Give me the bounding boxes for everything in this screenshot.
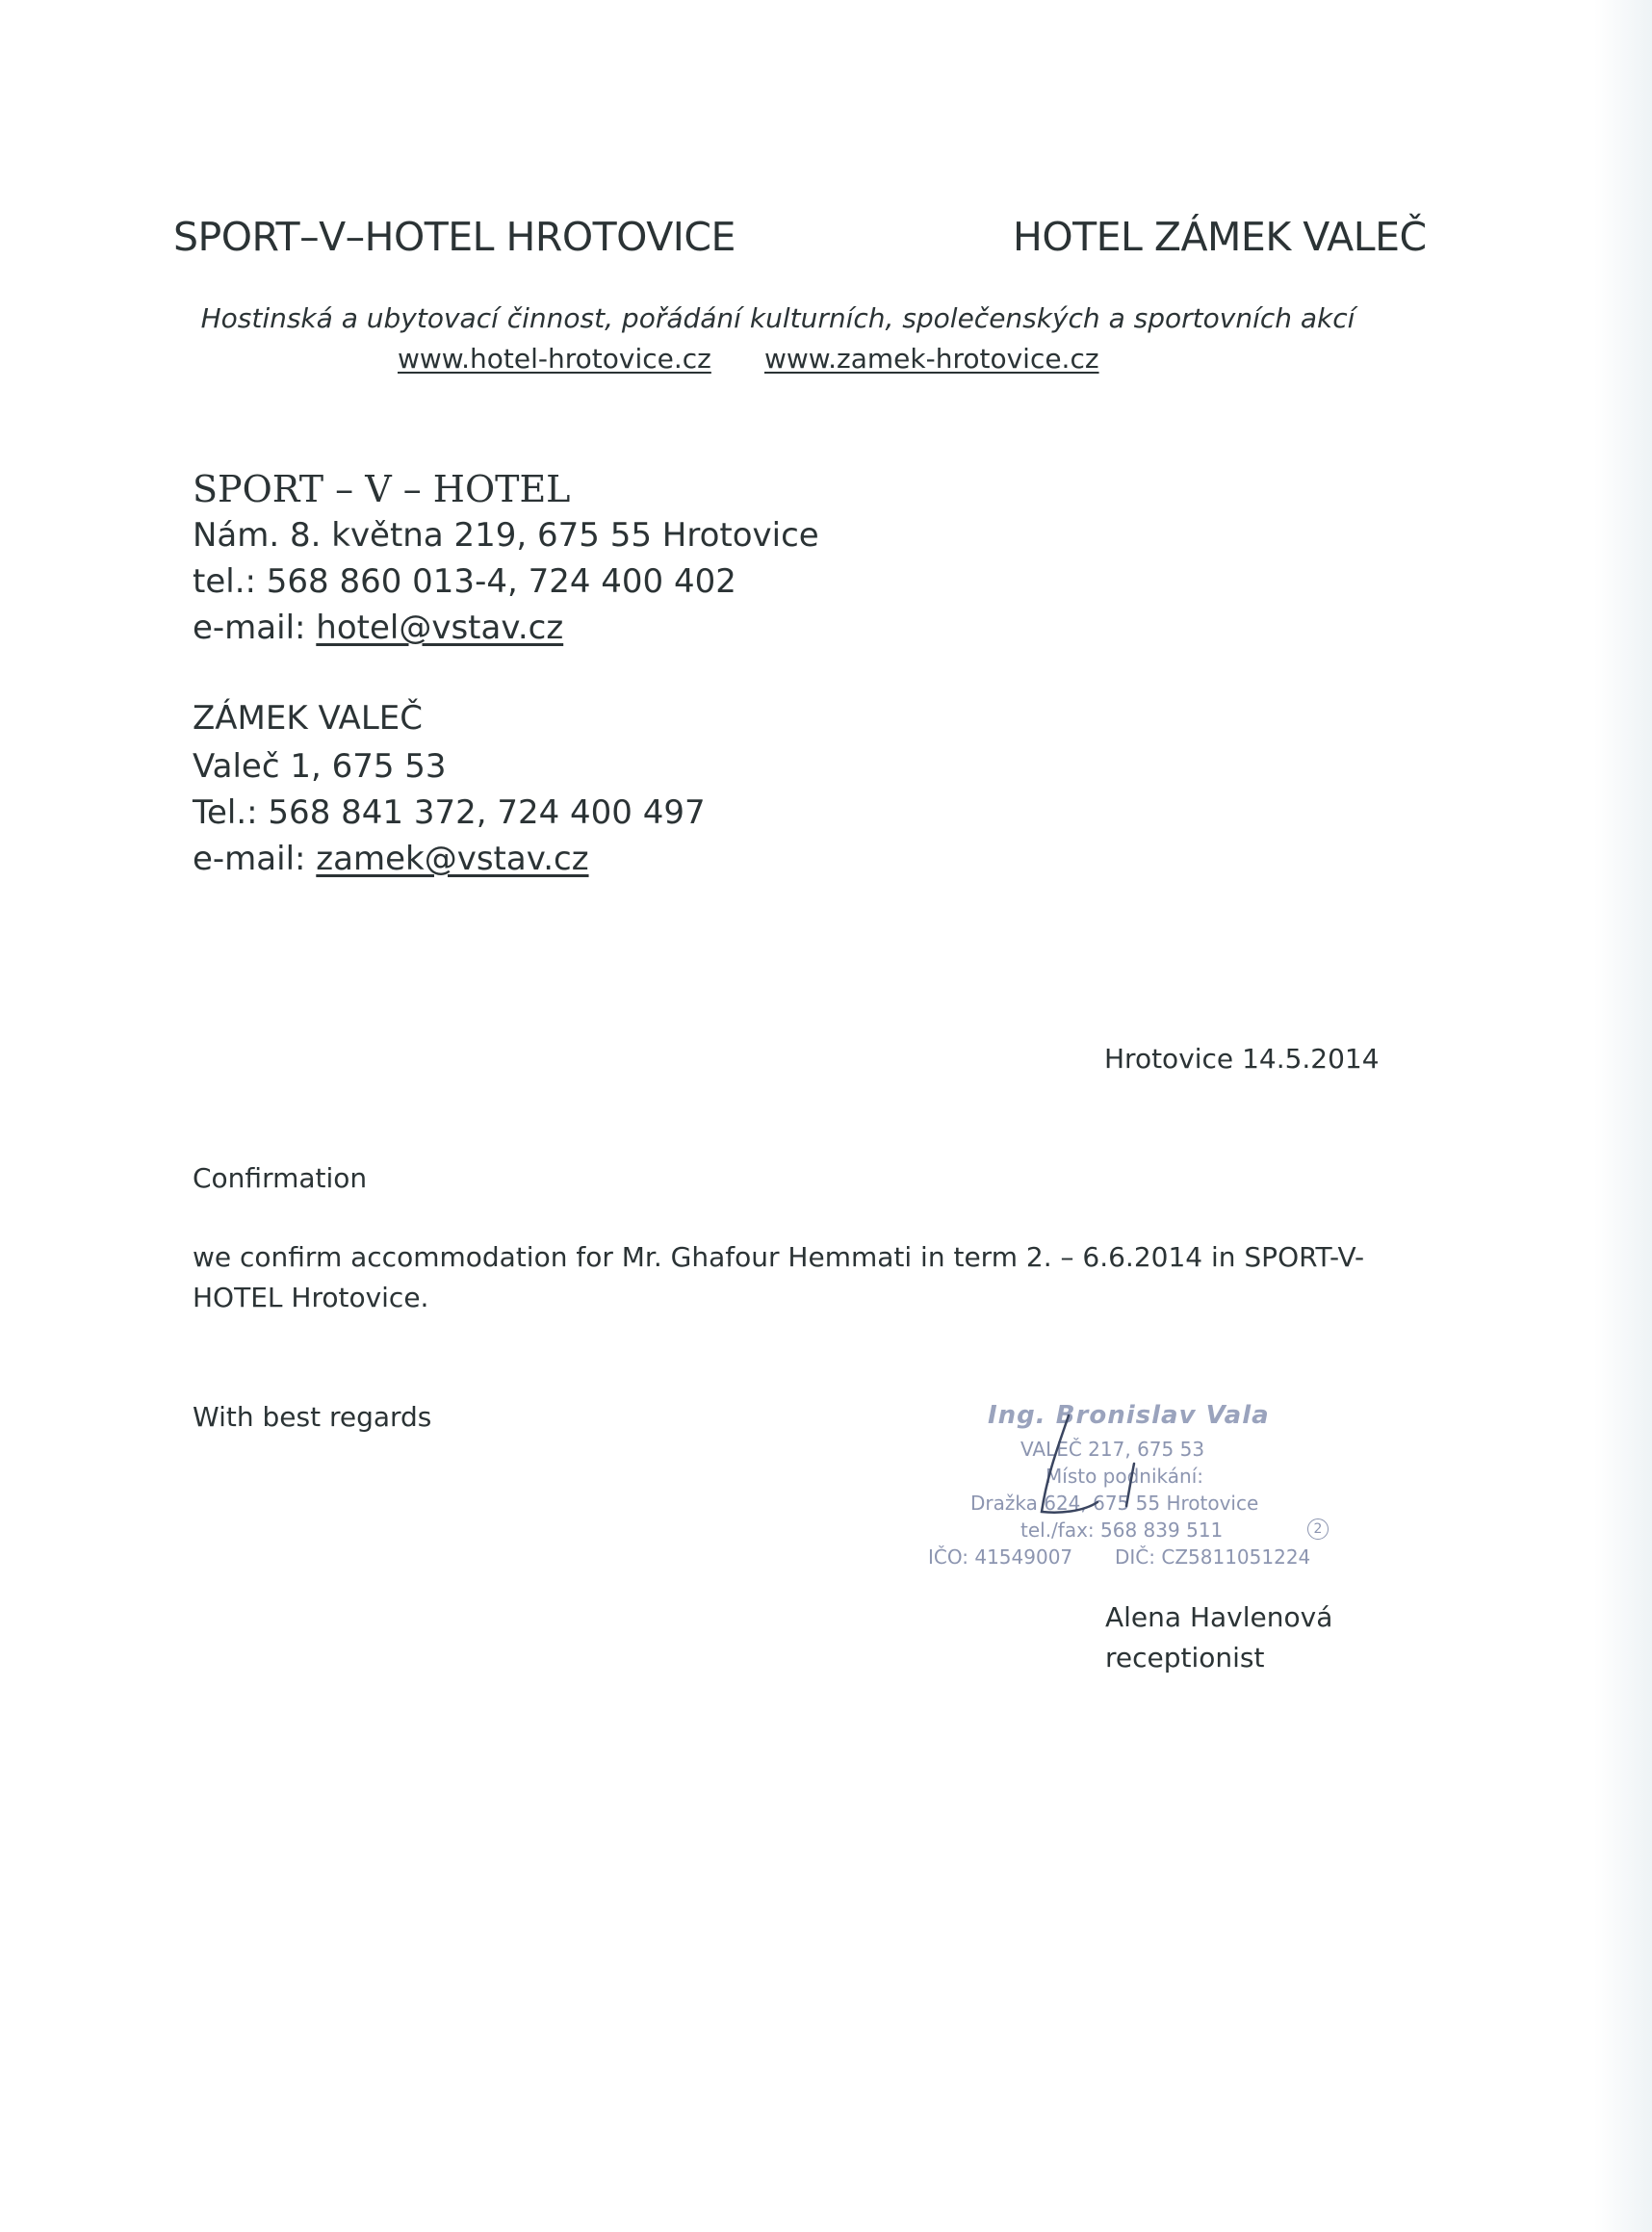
zamek-title: ZÁMEK VALEČ	[193, 699, 423, 738]
letterhead-right-title: HOTEL ZÁMEK VALEČ	[1013, 214, 1427, 260]
stamp-line4: tel./fax: 568 839 511	[1020, 1518, 1224, 1542]
scan-edge-shadow	[1594, 0, 1652, 2232]
letterhead-link-zamek[interactable]: www.zamek-hrotovice.cz	[764, 343, 1099, 375]
stamp-name: Ing. Bronislav Vala	[988, 1401, 1270, 1430]
zamek-email-link[interactable]: zamek@vstav.cz	[316, 840, 589, 878]
sport-hotel-email-link[interactable]: hotel@vstav.cz	[316, 609, 564, 647]
signer-name: Alena Havlenová	[1105, 1601, 1333, 1633]
letterhead-link-hotel[interactable]: www.hotel-hrotovice.cz	[398, 343, 711, 375]
stamp-line1: VALEČ 217, 675 53	[1020, 1438, 1205, 1461]
signer-role: receptionist	[1105, 1642, 1265, 1674]
letter-closing: With best regards	[193, 1401, 432, 1433]
sport-hotel-title: SPORT – V – HOTEL	[193, 468, 571, 510]
letter-body-line2: HOTEL Hrotovice.	[193, 1282, 429, 1313]
stamp-circle-number: 2	[1307, 1515, 1329, 1540]
zamek-address: Valeč 1, 675 53	[193, 747, 447, 786]
letter-body-line1: we confirm accommodation for Mr. Ghafour Hemmati in term 2. – 6.6.2014 in SPORT-V-	[193, 1241, 1365, 1273]
stamp-ico: IČO: 41549007	[928, 1545, 1073, 1569]
sport-hotel-email-label: e-mail:	[193, 609, 317, 647]
sport-hotel-email-line	[193, 605, 563, 651]
zamek-email-line	[193, 836, 589, 882]
stamp-line2: Místo podnikání:	[1045, 1465, 1203, 1488]
letterhead-tagline: Hostinská a ubytovací činnost, pořádání kulturních, společenských a sportovních akcí	[200, 302, 1355, 334]
letter-date: Hrotovice 14.5.2014	[1104, 1043, 1380, 1075]
sport-hotel-address: Nám. 8. května 219, 675 55 Hrotovice	[193, 516, 819, 555]
handwritten-signature	[1030, 1406, 1146, 1541]
letter-subject: Confirmation	[193, 1162, 368, 1194]
stamp-dic: DIČ: CZ5811051224	[1115, 1545, 1311, 1569]
zamek-email-label: e-mail:	[193, 840, 317, 878]
stamp-line3: Dražka 624, 675 55 Hrotovice	[970, 1492, 1259, 1515]
zamek-phone: Tel.: 568 841 372, 724 400 497	[193, 793, 706, 832]
letterhead-left-title: SPORT–V–HOTEL HROTOVICE	[173, 214, 736, 260]
sport-hotel-phone: tel.: 568 860 013-4, 724 400 402	[193, 562, 736, 601]
